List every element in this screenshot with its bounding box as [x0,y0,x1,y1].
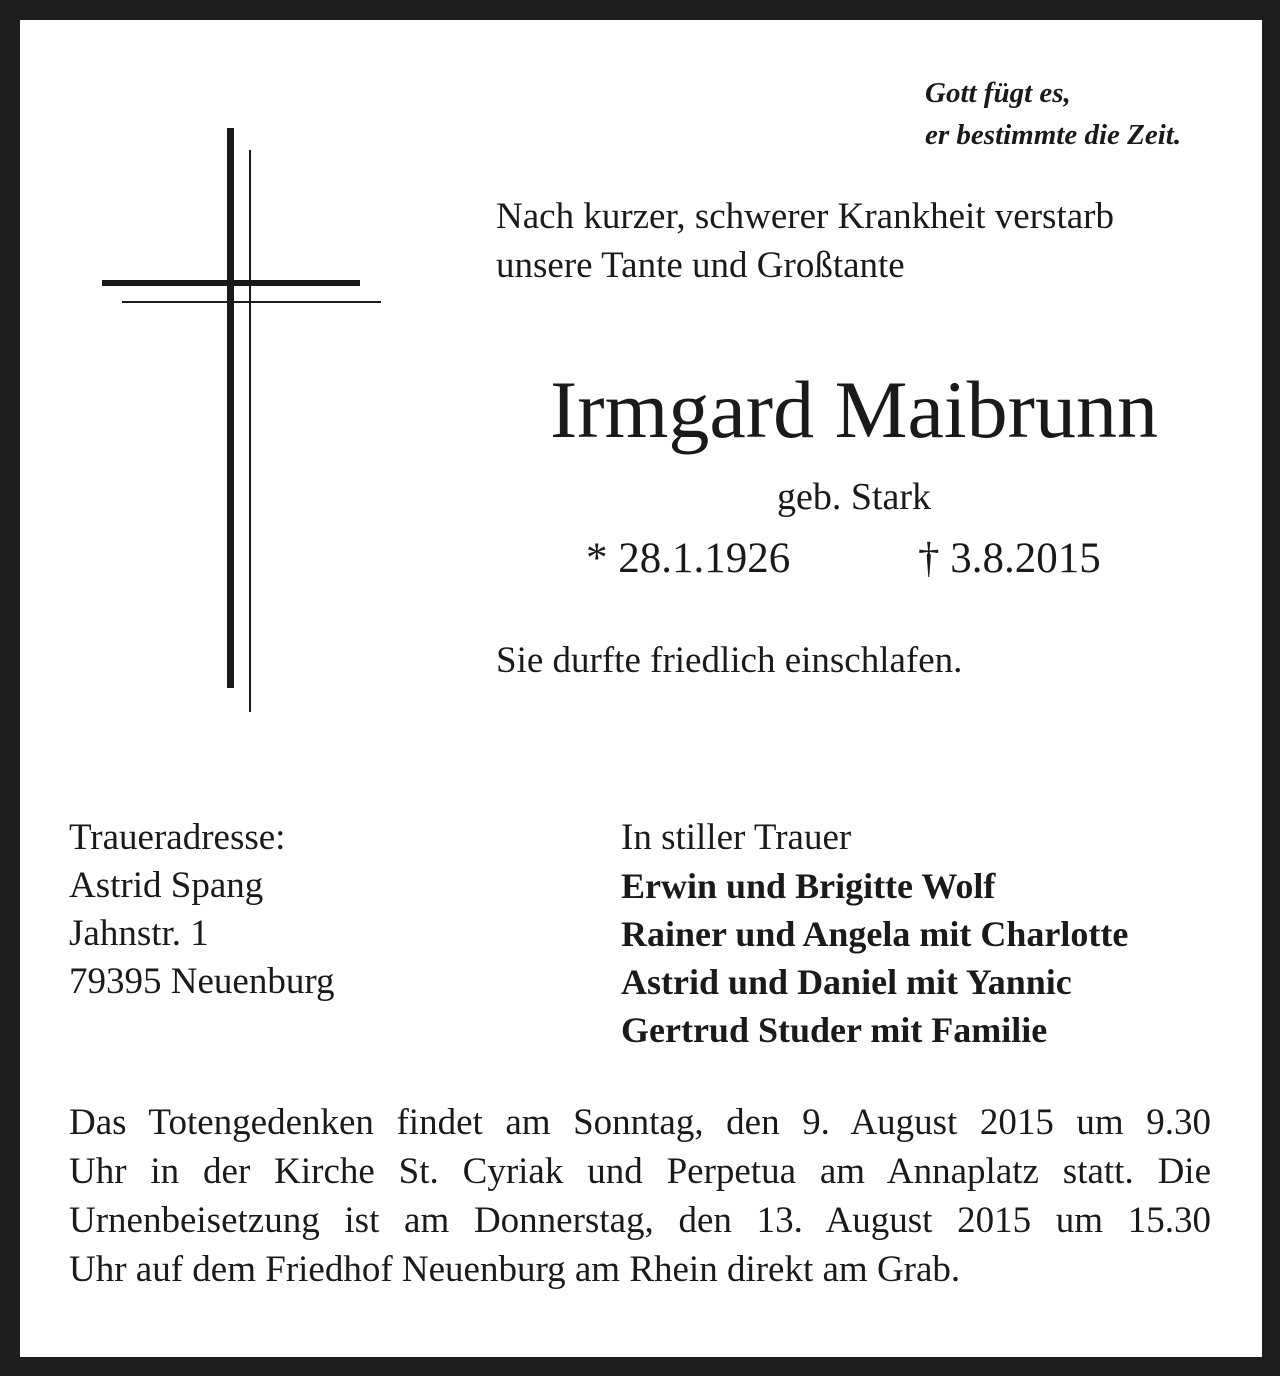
mourner-family: Erwin und Brigitte Wolf [621,866,996,906]
mourning-address [69,814,334,1006]
mourners-heading: In stiller Trauer [621,817,852,858]
cross-vertical-bar [227,128,234,688]
address-line: Astrid Spang [69,865,264,906]
closing-line: Sie durfte friedlich einschlafen. [496,640,963,681]
address-line: Jahnstr. 1 [69,913,209,954]
service-line: Uhr auf dem Friedhof Neuenburg am Rhein direkt am Grab. [69,1249,961,1290]
address-line: 79395 Neuenburg [69,961,335,1002]
death-date: † 3.8.2015 [918,535,1101,582]
motto [925,72,1181,156]
motto-line: er bestimmte die Zeit. [925,119,1182,151]
mourner-family: Rainer und Angela mit Charlotte [621,914,1129,954]
cross-horizontal-line [122,301,381,303]
service-line: Urnenbeisetzung ist am Donnerstag, den 13. August 2015 um 15.30 [69,1200,1211,1241]
deceased-name: Irmgard Maibrunn [550,364,1158,455]
service-line: Das Totengedenken findet am Sonntag, den 9. August 2015 um 9.30 [69,1102,1211,1143]
mourners [621,814,1128,1054]
address-label: Traueradresse: [69,817,286,858]
maiden-name: geb. Stark [776,476,932,518]
intro-text [496,192,1114,290]
motto-line: Gott fügt es, [925,77,1071,109]
service-details [69,1098,1211,1294]
cross-vertical-line [249,150,251,712]
intro-line: unsere Tante und Großtante [496,245,905,286]
mourner-family: Astrid und Daniel mit Yannic [621,962,1072,1002]
birth-date: * 28.1.1926 [586,535,791,582]
obituary-notice [20,20,1262,1357]
cross-horizontal-bar [102,280,360,286]
mourner-family: Gertrud Studer mit Familie [621,1010,1048,1050]
intro-line: Nach kurzer, schwerer Krankheit verstarb [496,196,1114,237]
service-line: Uhr in der Kirche St. Cyriak und Perpetua am Annaplatz statt. Die [69,1151,1211,1192]
